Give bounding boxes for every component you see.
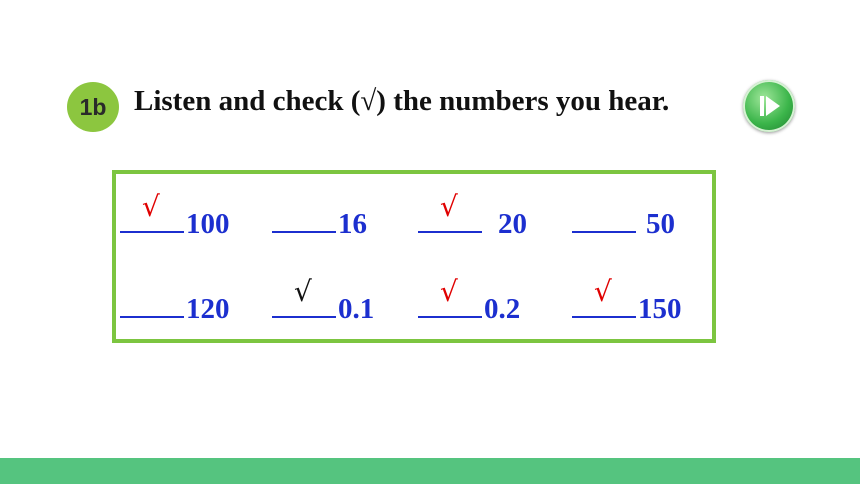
answer-blank[interactable]	[572, 205, 636, 233]
number-label: 120	[186, 293, 230, 325]
answer-blank[interactable]	[272, 275, 336, 318]
check-mark: √	[594, 275, 612, 308]
instruction-title: Listen and check (√) the numbers you hear.	[134, 85, 670, 117]
check-mark: √	[142, 190, 160, 223]
answer-item	[272, 275, 375, 325]
answer-blank[interactable]	[120, 190, 184, 233]
check-mark: √	[294, 275, 312, 308]
number-label: 16	[338, 208, 367, 240]
answer-item	[120, 290, 230, 324]
number-label: 100	[186, 208, 230, 240]
answer-blank[interactable]	[272, 205, 336, 233]
check-mark: √	[440, 190, 458, 223]
check-mark: √	[440, 275, 458, 308]
answer-item	[272, 205, 367, 239]
section-badge	[67, 82, 119, 132]
answer-item	[120, 190, 230, 240]
answer-item	[418, 275, 521, 325]
answer-blank[interactable]	[418, 190, 482, 233]
answer-item	[572, 275, 682, 325]
answer-blank[interactable]	[418, 275, 482, 318]
section-badge-label: 1b	[79, 93, 107, 120]
answer-item	[418, 190, 527, 240]
number-label: 50	[646, 208, 675, 240]
answer-blank[interactable]	[572, 275, 636, 318]
answer-blank[interactable]	[120, 290, 184, 318]
number-label: 0.2	[484, 293, 521, 325]
number-label: 0.1	[338, 293, 375, 325]
answer-item	[572, 205, 675, 239]
audio-play-button[interactable]	[743, 80, 795, 132]
play-icon	[743, 80, 795, 132]
bottom-bar	[0, 458, 860, 484]
number-label: 20	[498, 208, 527, 240]
number-label: 150	[638, 293, 682, 325]
